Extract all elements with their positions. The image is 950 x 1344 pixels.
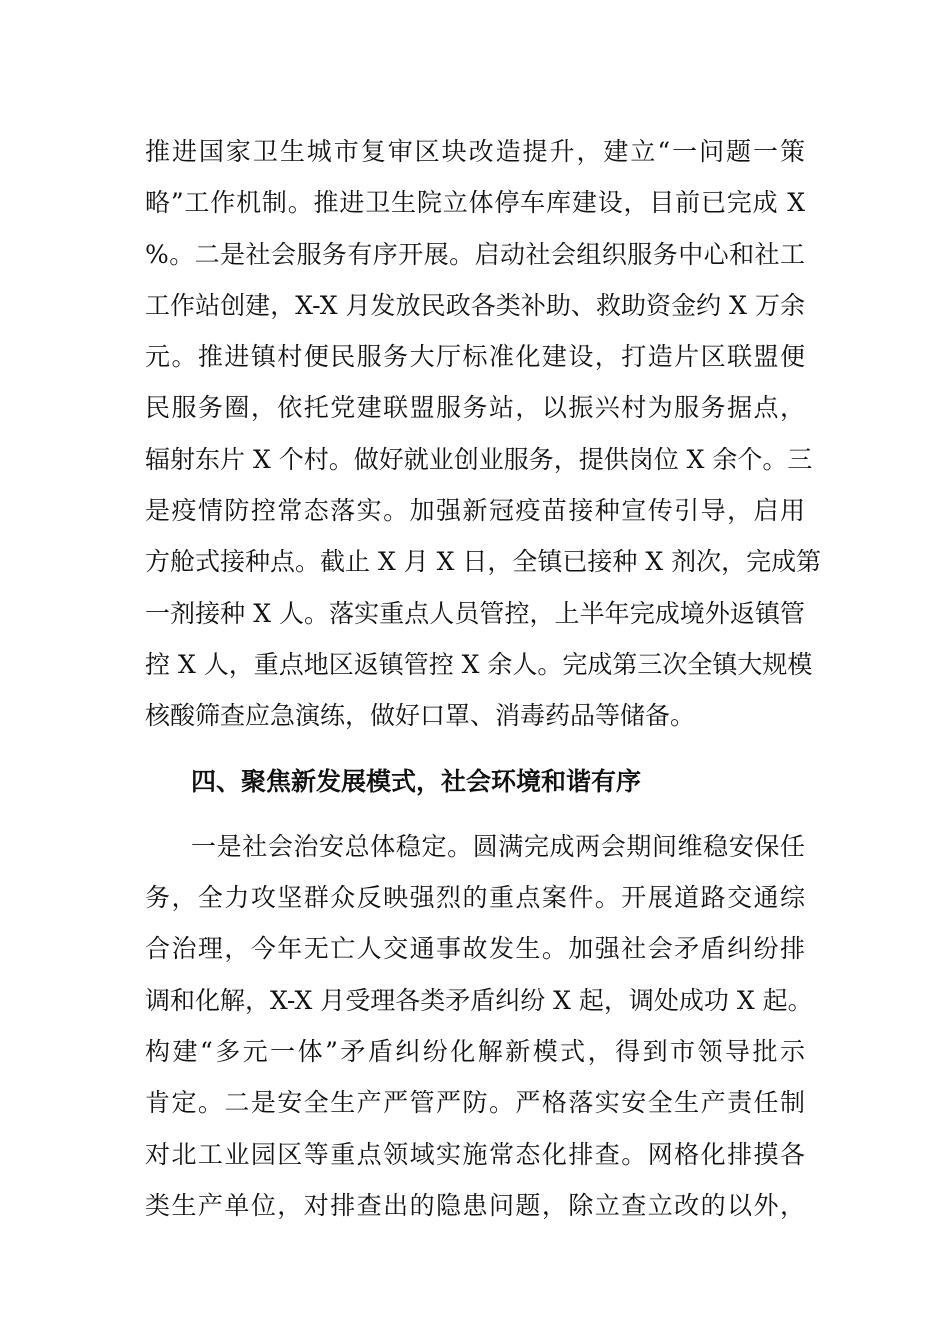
paragraph-line: 类生产单位，对排查出的隐患问题，除立查立改的以外， [145, 1190, 805, 1220]
document-body [145, 126, 822, 1231]
paragraph-line: 方舱式接种点。截止 X 月 X 日，全镇已接种 X 剂次，完成第 [145, 547, 822, 577]
paragraph-line: 一剂接种 X 人。落实重点人员管控，上半年完成境外返镇管 [145, 598, 805, 628]
paragraph-2 [145, 821, 813, 1231]
paragraph-line: 核酸筛查应急演练，做好口罩、消毒药品等储备。 [145, 701, 696, 731]
paragraph-line: 一是社会治安总体稳定。圆满完成两会期间维稳安保任 [191, 831, 805, 861]
paragraph-line: 合治理，今年无亡人交通事故发生。加强社会矛盾纠纷排 [145, 934, 805, 964]
paragraph-line: 民服务圈，依托党建联盟服务站，以振兴村为服务据点， [145, 393, 805, 423]
paragraph-line: 元。推进镇村便民服务大厅标准化建设，打造片区联盟便 [145, 342, 805, 372]
paragraph-line: 调和化解，X-X 月受理各类矛盾纠纷 X 起，调处成功 X 起。 [145, 985, 813, 1015]
section-heading: 四、聚焦新发展模式，社会环境和谐有序 [191, 766, 642, 796]
paragraph-line: 略”工作机制。推进卫生院立体停车库建设，目前已完成 X [145, 188, 805, 218]
paragraph-line: 辐射东片 X 个村。做好就业创业服务，提供岗位 X 余个。三 [145, 444, 813, 474]
paragraph-line: 构建“多元一体”矛盾纠纷化解新模式，得到市领导批示 [145, 1037, 805, 1067]
paragraph-line: 务，全力攻坚群众反映强烈的重点案件。开展道路交通综 [145, 883, 805, 913]
paragraph-line: 推进国家卫生城市复审区块改造提升，建立“一问题一策 [145, 137, 805, 166]
paragraph-line: 对北工业园区等重点领域实施常态化排查。网格化排摸各 [145, 1139, 805, 1169]
paragraph-line: 肯定。二是安全生产严管严防。严格落实安全生产责任制 [145, 1088, 805, 1118]
paragraph-1 [145, 126, 822, 742]
paragraph-line: 控 X 人，重点地区返镇管控 X 余人。完成第三次全镇大规模 [145, 649, 813, 679]
paragraph-line: 是疫情防控常态落实。加强新冠疫苗接种宣传引导，启用 [145, 496, 805, 526]
paragraph-line: 工作站创建，X-X 月发放民政各类补助、救助资金约 X 万余 [145, 290, 805, 320]
paragraph-line: %。二是社会服务有序开展。启动社会组织服务中心和社工 [145, 239, 805, 269]
